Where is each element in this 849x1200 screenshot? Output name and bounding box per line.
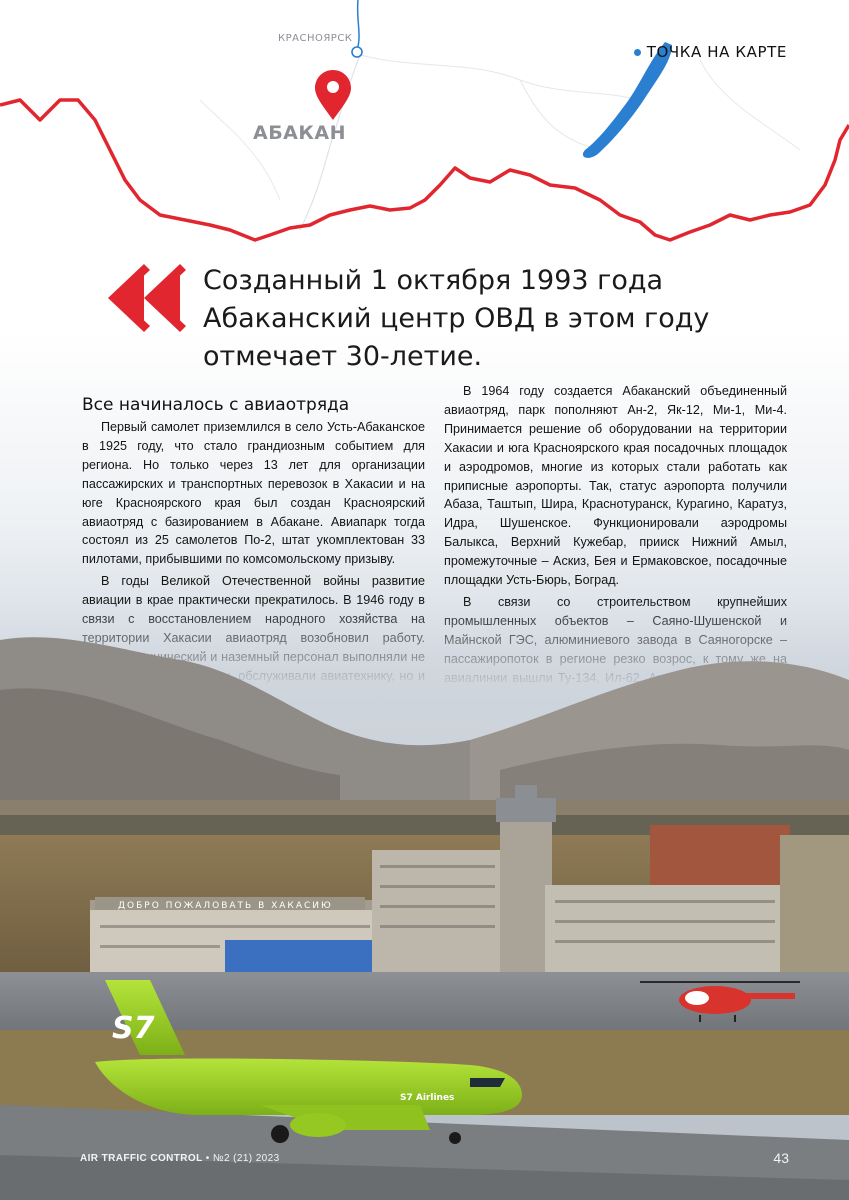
city-label-krasnoyarsk: КРАСНОЯРСК (278, 33, 353, 44)
paragraph: В годы Великой Отечественной войны развитие (101, 574, 425, 589)
state-border (0, 100, 849, 240)
map-point-text: ТОЧКА НА КАРТЕ (646, 43, 787, 61)
footer-separator: • (205, 1153, 213, 1164)
issue-number: №2 (21) 2023 (212, 1153, 280, 1164)
paragraph: В 1964 году создается Абаканский объединенный авиаотряд, парк пополняют Ан-2, Як-12, Ми-1, Ми-4. Принимается решение об оборудовании на территории Хакасии и юга Красноярского края посадочных площадок и аэродромов, многие из которых стали работать как приписные аэропорты. Так, статус аэропорта получили Абаза, Таштып, Шира, Краснотуранск, Курагино, Каратуз, Идра, Шушенское. Функционировали аэродромы Балыкса, Верхний Кужебар, прииск Нижний Амыл, промежуточные – Аскиз, Бея и Ермаковское, посадочные площадки Усть-Бюрь, Боград. (444, 384, 787, 588)
airport-photo (0, 600, 849, 1200)
city-label-abakan: АБАКАН (253, 122, 347, 144)
map-pin-icon (315, 70, 351, 120)
magazine-footer (80, 1153, 280, 1164)
quote-chevrons-icon (108, 264, 186, 332)
paragraph: Первый самолет приземлился в село Усть-Абаканское в 1925 году, что стало грандиозным событием для региона. Но только через 13 лет для организации пассажирских и транспортных перевозок в Хакасии и на юге Красноярского края был создан Красноярский авиаотряд с базированием в Абакане. Авиапарк тогда состоял из 25 самолетов По-2, штат укомплектован 33 пилотами, прибывшими по комсомольскому призыву. (82, 420, 425, 567)
page-number: 43 (773, 1150, 789, 1166)
section-heading: Все начиналось с авиаотряда (82, 395, 350, 415)
pull-quote: Созданный 1 октября 1993 года Абаканский центр ОВД в этом году отмечает 30-летие. (203, 265, 710, 372)
krasnoyarsk-marker-icon (352, 47, 362, 57)
magazine-title: AIR TRAFFIC CONTROL (80, 1153, 203, 1164)
point-dot-icon (634, 49, 641, 56)
location-map (0, 0, 849, 260)
tail-logo: S7 (112, 1011, 155, 1046)
map-point-label (634, 43, 787, 61)
map-graphic (0, 0, 849, 260)
fuselage-text: S7 Airlines (400, 1093, 455, 1103)
terminal-sign: ДОБРО ПОЖАЛОВАТЬ В ХАКАСИЮ (118, 901, 333, 911)
